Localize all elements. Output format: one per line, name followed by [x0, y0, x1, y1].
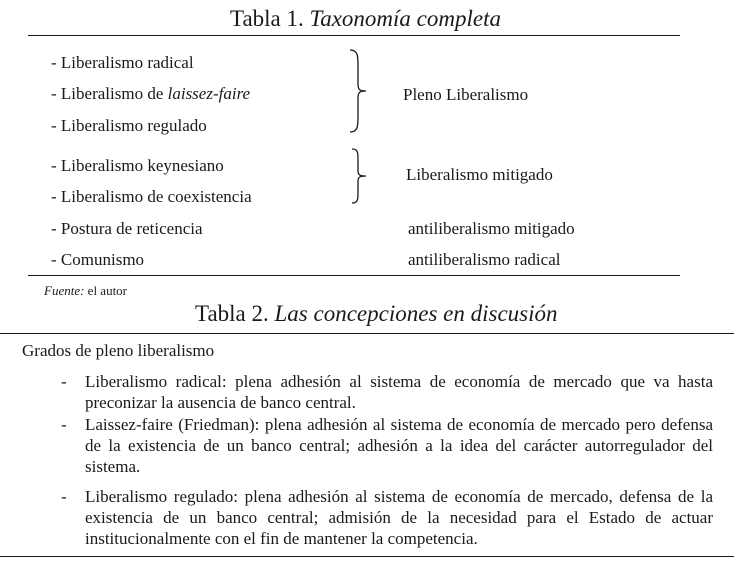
table1-group-label: antiliberalismo radical — [408, 250, 561, 269]
list-item: - Liberalismo regulado: plena adhesión al sistema de economía de mercado, defensa de la existencia de un banco central; admisión de la necesidad para el Estado de actuar institucionalmente con el fin de mantener la competencia. — [61, 487, 713, 548]
table2-caption-title: Las concepciones en discusión — [274, 301, 558, 326]
table1-top-rule — [28, 35, 680, 36]
table2-heading: Grados de pleno liberalismo — [22, 341, 215, 360]
table2-caption-prefix: Tabla 2. — [195, 301, 269, 326]
list-item: - Laissez-faire (Friedman): plena adhesión al sistema de economía de mercado pero defensa de la existencia de un banco central; adhesión a la idea del carácter autorregulador del sistema. — [61, 415, 713, 476]
table1-caption-prefix: Tabla 1. — [230, 6, 304, 31]
table1-group-label: antiliberalismo mitigado — [408, 219, 575, 238]
table2-bottom-rule — [0, 556, 734, 557]
table1-item: - Liberalismo de laissez-faire — [51, 84, 251, 103]
table1-caption-title: Taxonomía completa — [309, 6, 501, 31]
table1-item: - Liberalismo regulado — [51, 116, 207, 135]
table2-top-rule — [0, 333, 734, 334]
table1-caption — [230, 6, 501, 32]
table1-bottom-rule — [28, 275, 680, 276]
table1-group-label: Pleno Liberalismo — [403, 85, 529, 104]
brace-icon — [350, 147, 370, 205]
table2-caption — [195, 301, 558, 327]
table1-item: - Liberalismo keynesiano — [51, 156, 224, 175]
brace-icon — [348, 48, 370, 134]
table1-group-label: Liberalismo mitigado — [406, 165, 553, 184]
list-item: - Liberalismo radical: plena adhesión al sistema de economía de mercado que va hasta preconizar la ausencia de banco central. — [61, 372, 713, 412]
table1-source: Fuente: el autor — [44, 283, 128, 298]
table1-item: - Liberalismo radical — [51, 53, 194, 72]
table1-item: - Postura de reticencia — [51, 219, 203, 238]
table1-item: - Comunismo — [51, 250, 145, 269]
table1-item: - Liberalismo de coexistencia — [51, 187, 252, 206]
